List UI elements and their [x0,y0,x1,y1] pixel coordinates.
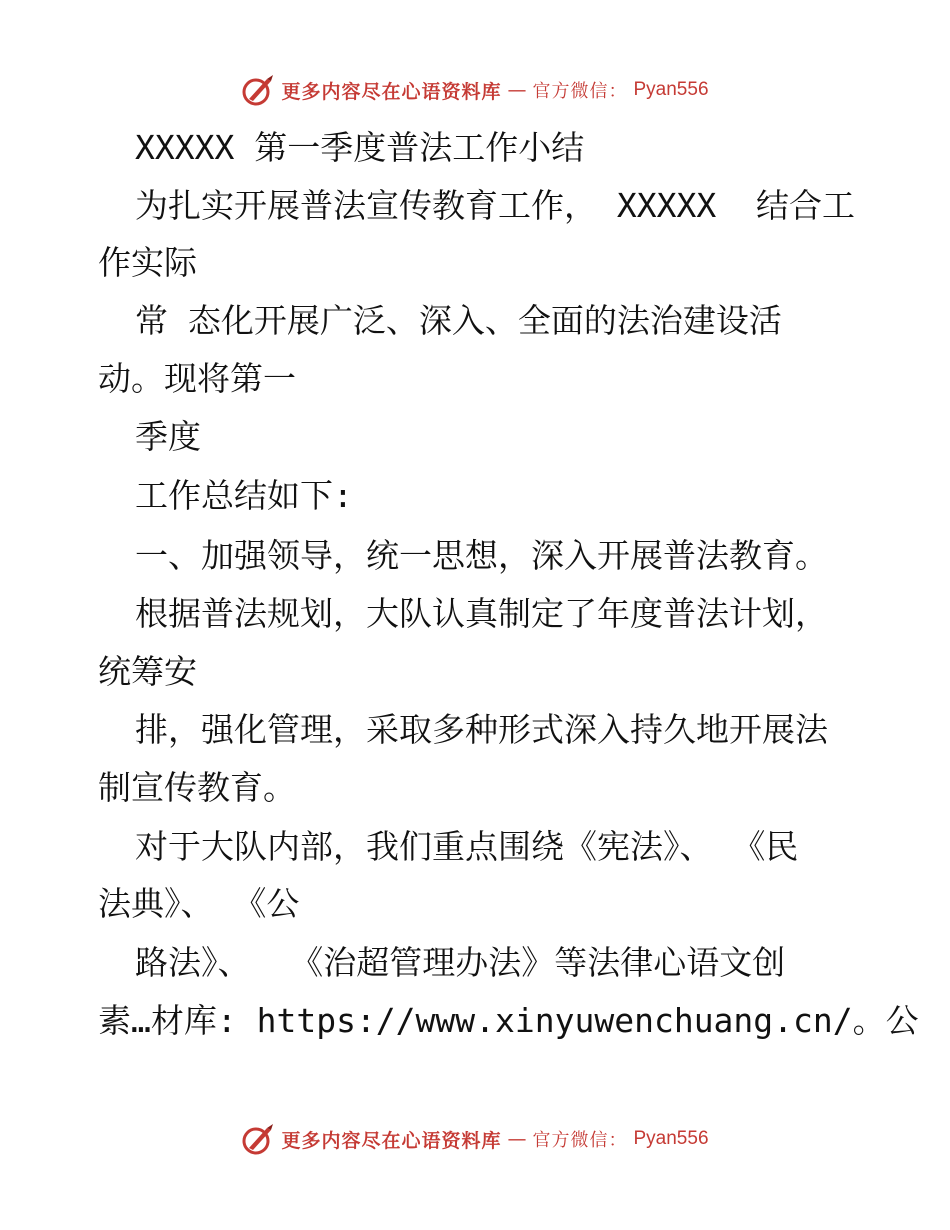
doc-line: 路法》、 《治超管理办法》等法律心语文创 [135,943,786,982]
doc-line: 法典》、 《公 [98,884,300,923]
footer-dash: — [507,1128,527,1150]
header-wechat-id: Pyan556 [633,79,709,100]
doc-line: 排，强化管理，采取多种形式深入持久地开展法 [135,710,828,749]
header-brand-text: 更多内容尽在心语资料库 [281,80,502,103]
doc-line: 制宣传教育。 [98,768,296,807]
doc-line: 动。现将第一 [98,359,296,398]
footer-wechat-label: 官方微信： [532,1130,628,1151]
doc-line: 根据普法规划，大队认真制定了年度普法计划， [135,594,828,633]
doc-title: XXXXX 第一季度普法工作小结 [135,128,585,167]
doc-line: 工作总结如下: [135,476,353,515]
doc-line: 素…材库: https://www.xinyuwenchuang.cn/。公 [98,1001,919,1040]
doc-line: 作实际 [98,243,197,282]
doc-line: 统筹安 [98,652,197,691]
doc-section-heading: 一、加强领导，统一思想，深入开展普法教育。 [135,536,828,575]
footer-wechat-id: Pyan556 [633,1128,709,1149]
doc-line: 常 态化开展广泛、深入、全面的法治建设活 [135,301,782,340]
footer-banner-inner [241,1122,708,1156]
doc-line: 为扎实开展普法宣传教育工作， XXXXX 结合工 [135,186,855,225]
doc-line: 季度 [135,417,201,456]
header-dash: — [507,79,527,101]
footer-banner [0,1119,950,1159]
footer-brand-text: 更多内容尽在心语资料库 [281,1129,502,1152]
quill-logo-icon [241,1122,275,1156]
doc-line: 对于大队内部，我们重点围绕《宪法》、 《民 [135,827,799,866]
header-wechat-label: 官方微信： [532,81,628,102]
